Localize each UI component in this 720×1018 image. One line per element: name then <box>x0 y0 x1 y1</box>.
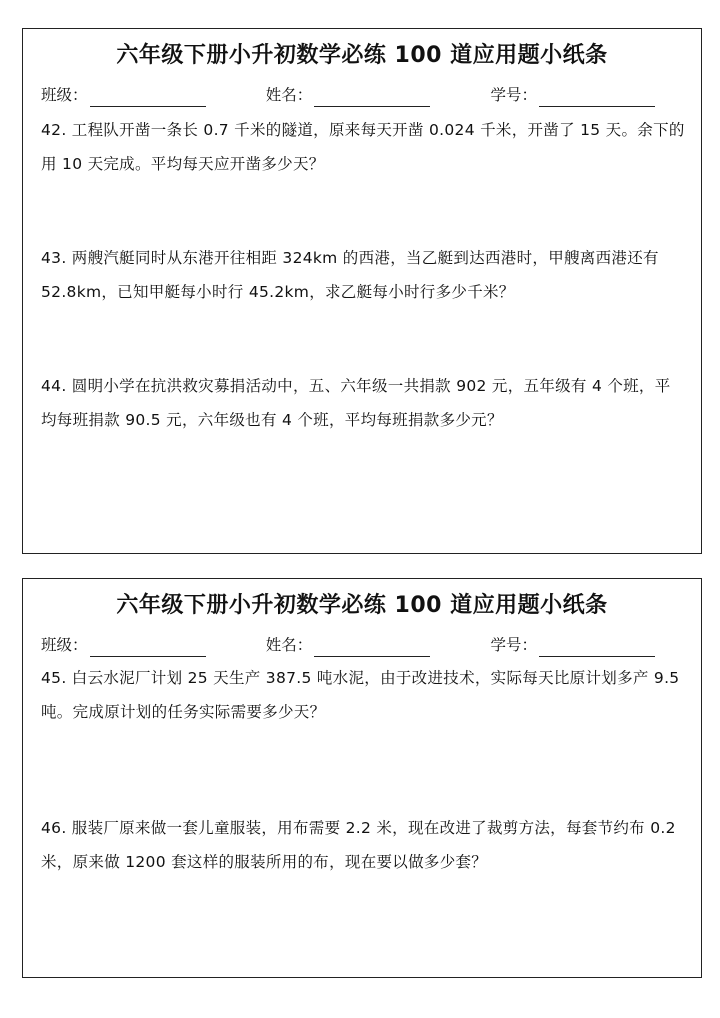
name-field <box>266 83 431 107</box>
name-blank[interactable] <box>314 89 430 107</box>
class-field <box>41 633 206 657</box>
class-blank[interactable] <box>90 639 206 657</box>
question-44: 44. 圆明小学在抗洪救灾募捐活动中，五、六年级一共捐款 902 元，五年级有 4 个班，平均每班捐款 90.5 元，六年级也有 4 个班，平均每班捐款多少元？ <box>41 377 671 429</box>
student-info-row <box>23 633 701 657</box>
student-number-label: 学号： <box>490 86 537 104</box>
name-label: 姓名： <box>265 636 313 654</box>
question-42: 42. 工程队开凿一条长 0.7 千米的隧道，原来每天开凿 0.024 千米，开凿了 15 天。余下的用 10 天完成。平均每天应开凿多少天？ <box>41 121 685 173</box>
class-label: 班级： <box>41 636 88 654</box>
question-43: 43. 两艘汽艇同时从东港开往相距 324km 的西港，当乙艇到达西港时，甲艘离西港还有 52.8km，已知甲艇每小时行 45.2km，求乙艇每小时行多少千米？ <box>41 249 659 301</box>
name-field <box>266 633 431 657</box>
student-info-row <box>23 83 701 107</box>
worksheet-slip-1 <box>22 28 702 554</box>
question-46: 46. 服装厂原来做一套儿童服装，用布需要 2.2 米，现在改进了裁剪方法，每套节约布 0.2 米，原来做 1200 套这样的服装所用的布，现在要以做多少套？ <box>41 819 676 871</box>
student-number-field <box>490 633 655 657</box>
student-number-label: 学号： <box>490 636 537 654</box>
student-number-field <box>490 83 655 107</box>
slip-title: 六年级下册小升初数学必练 100 道应用题小纸条 <box>116 43 608 68</box>
class-blank[interactable] <box>90 89 206 107</box>
name-label: 姓名： <box>265 86 313 104</box>
name-blank[interactable] <box>314 639 430 657</box>
worksheet-slip-2 <box>22 578 702 978</box>
student-number-blank[interactable] <box>539 89 655 107</box>
student-number-blank[interactable] <box>539 639 655 657</box>
question-45: 45. 白云水泥厂计划 25 天生产 387.5 吨水泥，由于改进技术，实际每天比原计划多产 9.5 吨。完成原计划的任务实际需要多少天？ <box>41 669 680 721</box>
slip-title: 六年级下册小升初数学必练 100 道应用题小纸条 <box>116 593 608 618</box>
class-field <box>41 83 206 107</box>
class-label: 班级： <box>41 86 88 104</box>
